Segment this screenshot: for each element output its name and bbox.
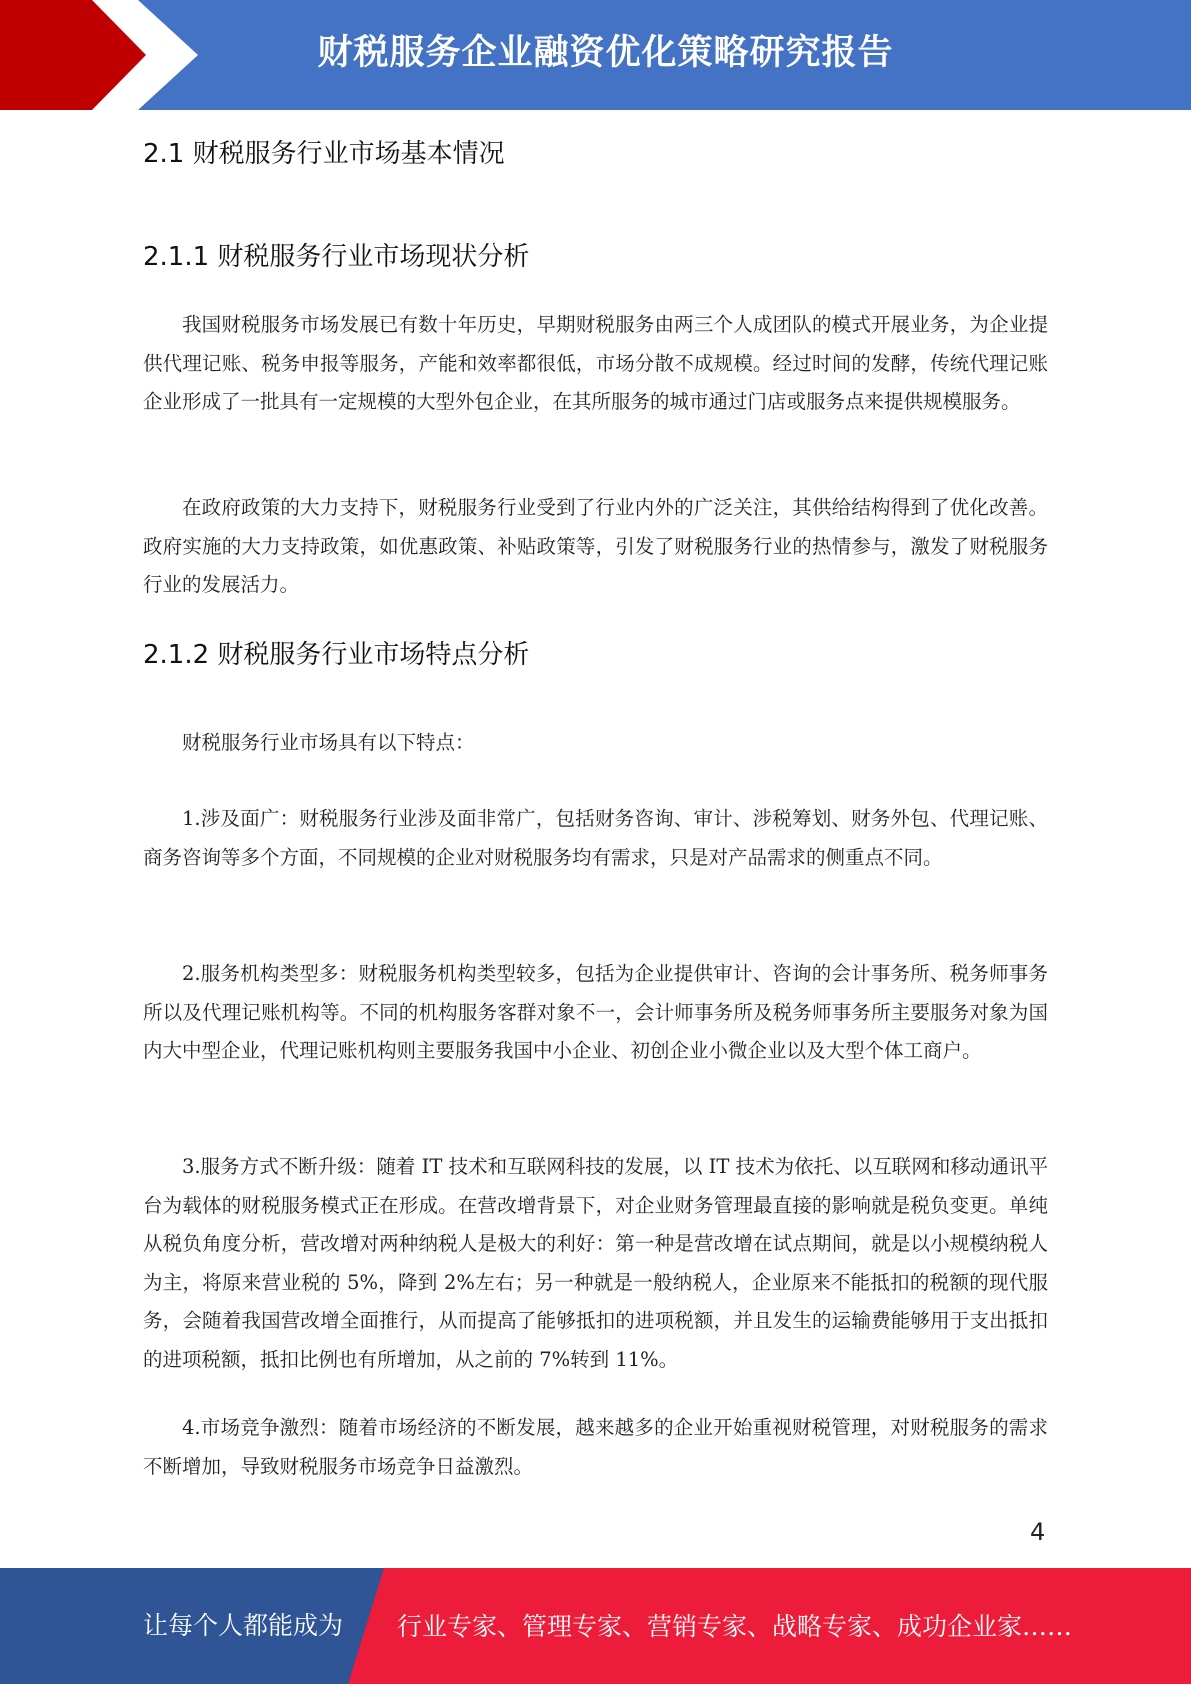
report-title: 财税服务企业融资优化策略研究报告 bbox=[317, 33, 894, 73]
paragraph-features-intro: 财税服务行业市场具有以下特点： bbox=[182, 731, 475, 754]
page-number: 4 bbox=[1030, 1518, 1046, 1546]
footer-slogan-right: 行业专家、管理专家、营销专家、战略专家、成功企业家…… bbox=[397, 1612, 1073, 1641]
section-heading-2-1-2: 2.1.2 财税服务行业市场特点分析 bbox=[143, 640, 530, 670]
section-heading-2-1: 2.1 财税服务行业市场基本情况 bbox=[143, 139, 505, 169]
list-item-institution-types: 2.服务机构类型多：财税服务机构类型较多，包括为企业提供审计、咨询的会计事务所、税务师事务所以及代理记账机构等。不同的机构服务客群对象不一，会计师事务所及税务师事务所主要服务对象为国内大中型企业，代理记账机构则主要服务我国中小企业、初创企业小微企业以及大型个体工商户。 bbox=[143, 962, 1048, 1062]
list-item-fierce-competition: 4.市场竞争激烈：随着市场经济的不断发展，越来越多的企业开始重视财税管理，对财税服务的需求不断增加，导致财税服务市场竞争日益激烈。 bbox=[143, 1416, 1048, 1478]
list-item-wide-coverage: 1.涉及面广：财税服务行业涉及面非常广，包括财务咨询、审计、涉税筹划、财务外包、代理记账、商务咨询等多个方面，不同规模的企业对财税服务均有需求，只是对产品需求的侧重点不同。 bbox=[143, 807, 1048, 869]
list-item-service-upgrade: 3.服务方式不断升级：随着 IT 技术和互联网科技的发展，以 IT 技术为依托、以互联网和移动通讯平台为载体的财税服务模式正在形成。在营改增背景下，对企业财务管理最直接的影响就是税负变更。单纯从税负角度分析，营改增对两种纳税人是极大的利好：第一种是营改增在试点期间，就是以小规模纳税人为主，将原来营业税的 5%，降到 2%左右；另一种就是一般纳税人，企业原来不能抵扣的税额的现代服务，会随着我国营改增全面推行，从而提高了能够抵扣的进项税额，并且发生的运输费能够用于支出抵扣的进项税额，抵扣比例也有所增加，从之前的 7%转到 11%。 bbox=[143, 1155, 1048, 1371]
footer-slogan-left: 让每个人都能成为 bbox=[143, 1611, 344, 1640]
page-footer bbox=[0, 1568, 1191, 1684]
section-heading-2-1-1: 2.1.1 财税服务行业市场现状分析 bbox=[143, 242, 530, 272]
page-header bbox=[0, 0, 1191, 110]
paragraph-market-history: 我国财税服务市场发展已有数十年历史，早期财税服务由两三个人成团队的模式开展业务，为企业提供代理记账、税务申报等服务，产能和效率都很低，市场分散不成规模。经过时间的发酵，传统代理记账企业形成了一批具有一定规模的大型外包企业，在其所服务的城市通过门店或服务点来提供规模服务。 bbox=[143, 313, 1048, 413]
paragraph-policy-support: 在政府政策的大力支持下，财税服务行业受到了行业内外的广泛关注，其供给结构得到了优化改善。政府实施的大力支持政策，如优惠政策、补贴政策等，引发了财税服务行业的热情参与，激发了财税服务行业的发展活力。 bbox=[143, 496, 1048, 596]
